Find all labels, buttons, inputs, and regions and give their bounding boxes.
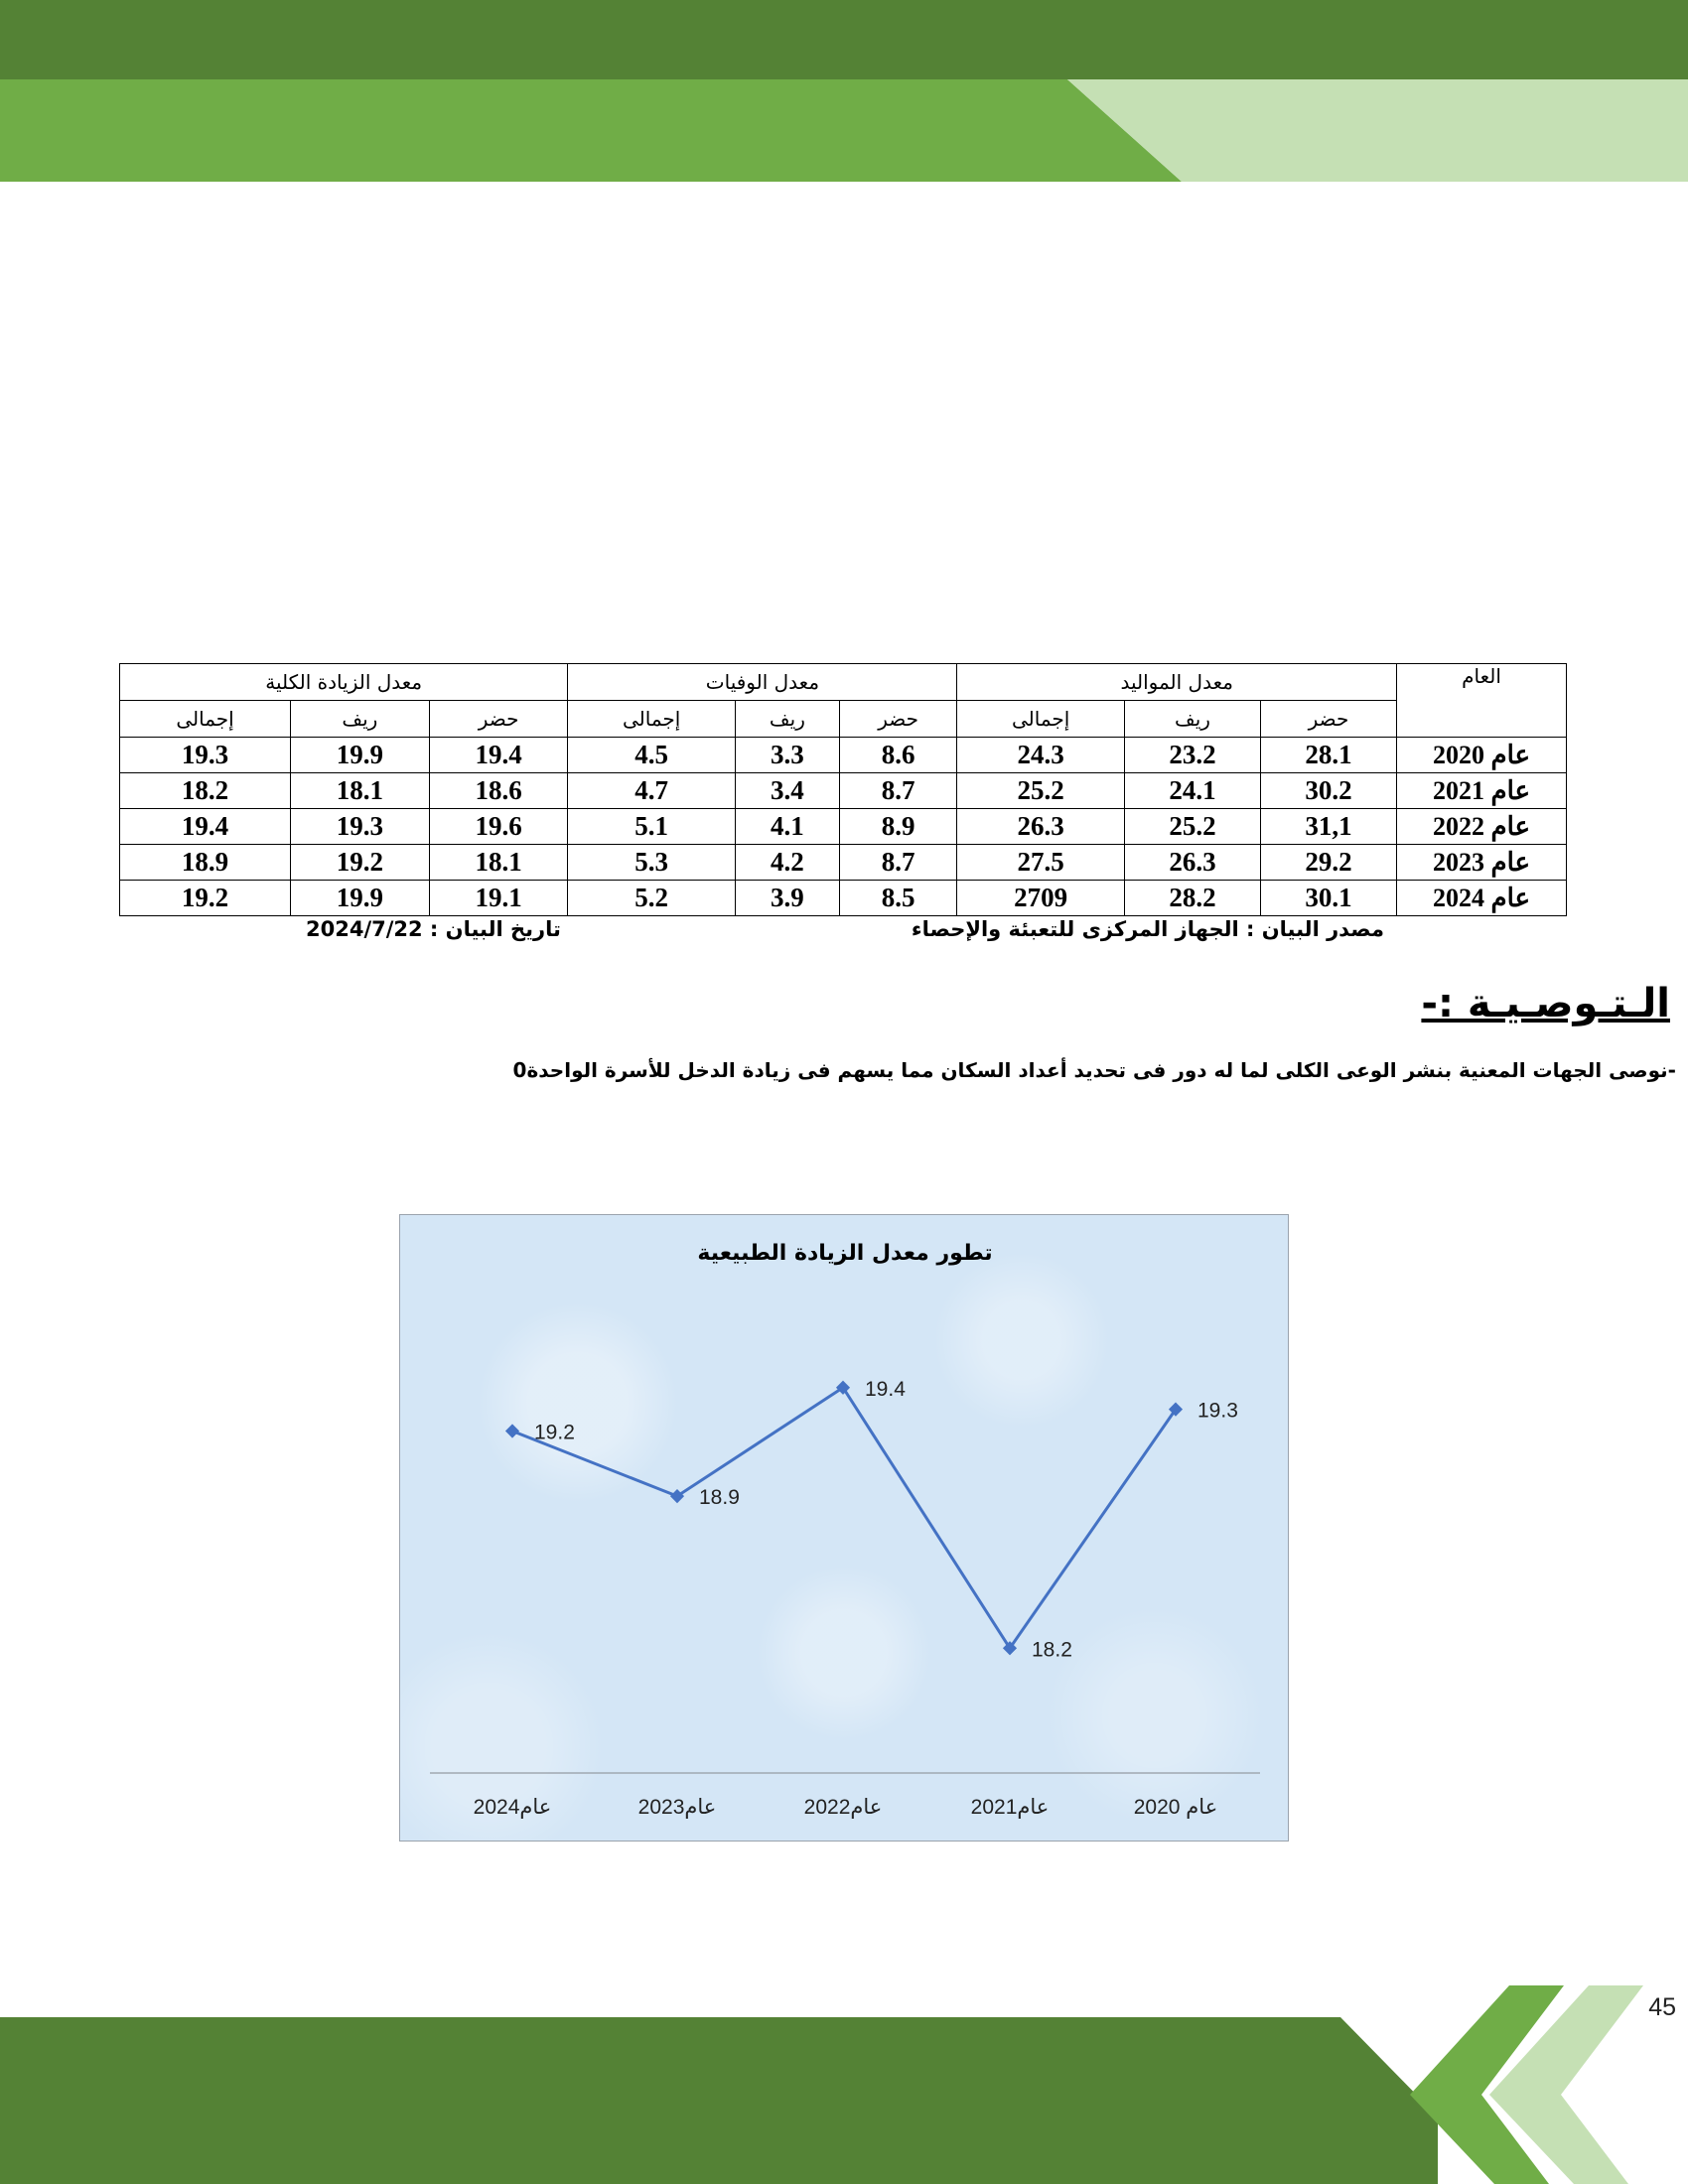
chart-title: تطور معدل الزيادة الطبيعية bbox=[697, 1241, 993, 1266]
value-cell: 18.1 bbox=[429, 845, 568, 881]
value-cell: 19.9 bbox=[291, 738, 430, 773]
year-cell: عام 2022 bbox=[1397, 809, 1567, 845]
year-cell: عام 2023 bbox=[1397, 845, 1567, 881]
value-cell: 4.5 bbox=[568, 738, 736, 773]
value-cell: 28.1 bbox=[1260, 738, 1396, 773]
table-row bbox=[120, 738, 1567, 773]
value-cell: 23.2 bbox=[1124, 738, 1260, 773]
sub-header-urban: حضر bbox=[839, 701, 957, 738]
value-cell: 25.2 bbox=[1124, 809, 1260, 845]
value-cell: 24.3 bbox=[957, 738, 1125, 773]
value-cell: 27.5 bbox=[957, 845, 1125, 881]
sub-header-rural: ريف bbox=[1124, 701, 1260, 738]
header-band bbox=[0, 0, 1688, 189]
year-cell: عام 2021 bbox=[1397, 773, 1567, 809]
year-header: العام bbox=[1397, 664, 1567, 738]
sub-header-total: إجمالى bbox=[568, 701, 736, 738]
table-row bbox=[120, 845, 1567, 881]
value-cell: 4.2 bbox=[735, 845, 839, 881]
value-cell: 26.3 bbox=[957, 809, 1125, 845]
footer-band bbox=[0, 1985, 1688, 2184]
births-group-header: معدل المواليد bbox=[957, 664, 1397, 701]
recommendation-text: -نوصى الجهات المعنية بنشر الوعى الكلى لما له دور فى تحديد أعداد السكان مما يسهم فى زيادة الدخل للأسرة الواحدة0 bbox=[512, 1058, 1676, 1082]
year-cell: عام 2024 bbox=[1397, 881, 1567, 916]
value-cell: 8.6 bbox=[839, 738, 957, 773]
value-cell: 19.4 bbox=[120, 809, 291, 845]
value-cell: 18.9 bbox=[120, 845, 291, 881]
data-label: 19.4 bbox=[865, 1377, 906, 1401]
value-cell: 19.2 bbox=[120, 881, 291, 916]
line-chart bbox=[400, 1215, 1289, 1842]
x-tick-label: عام2021 bbox=[970, 1796, 1050, 1819]
value-cell: 3.4 bbox=[735, 773, 839, 809]
value-cell: 5.1 bbox=[568, 809, 736, 845]
header-mid-stripe bbox=[0, 79, 1182, 182]
value-cell: 4.7 bbox=[568, 773, 736, 809]
value-cell: 2709 bbox=[957, 881, 1125, 916]
value-cell: 19.3 bbox=[120, 738, 291, 773]
value-cell: 25.2 bbox=[957, 773, 1125, 809]
value-cell: 19.1 bbox=[429, 881, 568, 916]
value-cell: 29.2 bbox=[1260, 845, 1396, 881]
value-cell: 3.3 bbox=[735, 738, 839, 773]
footer-dark-stripe bbox=[0, 2017, 1438, 2184]
sub-header-rural: ريف bbox=[291, 701, 430, 738]
value-cell: 19.4 bbox=[429, 738, 568, 773]
year-cell: عام 2020 bbox=[1397, 738, 1567, 773]
recommendation-heading: الـتـوصـيـة :- bbox=[1421, 981, 1670, 1026]
source-note: مصدر البيان : الجهاز المركزى للتعبئة والإحصاء bbox=[911, 917, 1384, 941]
value-cell: 26.3 bbox=[1124, 845, 1260, 881]
sub-header-total: إجمالى bbox=[957, 701, 1125, 738]
increase-group-header: معدل الزيادة الكلية bbox=[120, 664, 568, 701]
x-tick-label: عام2023 bbox=[637, 1796, 717, 1819]
value-cell: 5.3 bbox=[568, 845, 736, 881]
value-cell: 18.2 bbox=[120, 773, 291, 809]
table-row bbox=[120, 773, 1567, 809]
value-cell: 18.1 bbox=[291, 773, 430, 809]
x-tick-label: عام2024 bbox=[473, 1796, 552, 1819]
data-label: 18.9 bbox=[699, 1486, 740, 1510]
value-cell: 19.3 bbox=[291, 809, 430, 845]
sub-header-total: إجمالى bbox=[120, 701, 291, 738]
value-cell: 8.7 bbox=[839, 773, 957, 809]
value-cell: 18.6 bbox=[429, 773, 568, 809]
value-cell: 28.2 bbox=[1124, 881, 1260, 916]
value-cell: 19.2 bbox=[291, 845, 430, 881]
series-line bbox=[512, 1388, 1176, 1649]
value-cell: 30.2 bbox=[1260, 773, 1396, 809]
value-cell: 24.1 bbox=[1124, 773, 1260, 809]
value-cell: 19.9 bbox=[291, 881, 430, 916]
x-tick-label: عام2022 bbox=[803, 1796, 883, 1819]
sub-header-urban: حضر bbox=[1260, 701, 1396, 738]
value-cell: 19.6 bbox=[429, 809, 568, 845]
data-label: 19.2 bbox=[534, 1421, 575, 1444]
value-cell: 8.7 bbox=[839, 845, 957, 881]
sub-header-rural: ريف bbox=[735, 701, 839, 738]
data-label: 19.3 bbox=[1197, 1399, 1238, 1423]
value-cell: 8.9 bbox=[839, 809, 957, 845]
value-cell: 31,1 bbox=[1260, 809, 1396, 845]
table-row bbox=[120, 809, 1567, 845]
table-row bbox=[120, 881, 1567, 916]
deaths-group-header: معدل الوفيات bbox=[568, 664, 957, 701]
x-tick-label: عام 2020 bbox=[1133, 1796, 1218, 1819]
chart-container bbox=[399, 1214, 1289, 1842]
value-cell: 5.2 bbox=[568, 881, 736, 916]
stats-table bbox=[119, 663, 1567, 916]
value-cell: 4.1 bbox=[735, 809, 839, 845]
data-point bbox=[505, 1424, 519, 1437]
sub-header-urban: حضر bbox=[429, 701, 568, 738]
header-dark-stripe bbox=[0, 0, 1688, 79]
page-number: 45 bbox=[1648, 1993, 1676, 2021]
value-cell: 30.1 bbox=[1260, 881, 1396, 916]
value-cell: 3.9 bbox=[735, 881, 839, 916]
date-note: تاريخ البيان : 2024/7/22 bbox=[306, 917, 561, 941]
section-title bbox=[0, 591, 15, 784]
value-cell: 8.5 bbox=[839, 881, 957, 916]
data-label: 18.2 bbox=[1032, 1638, 1072, 1662]
